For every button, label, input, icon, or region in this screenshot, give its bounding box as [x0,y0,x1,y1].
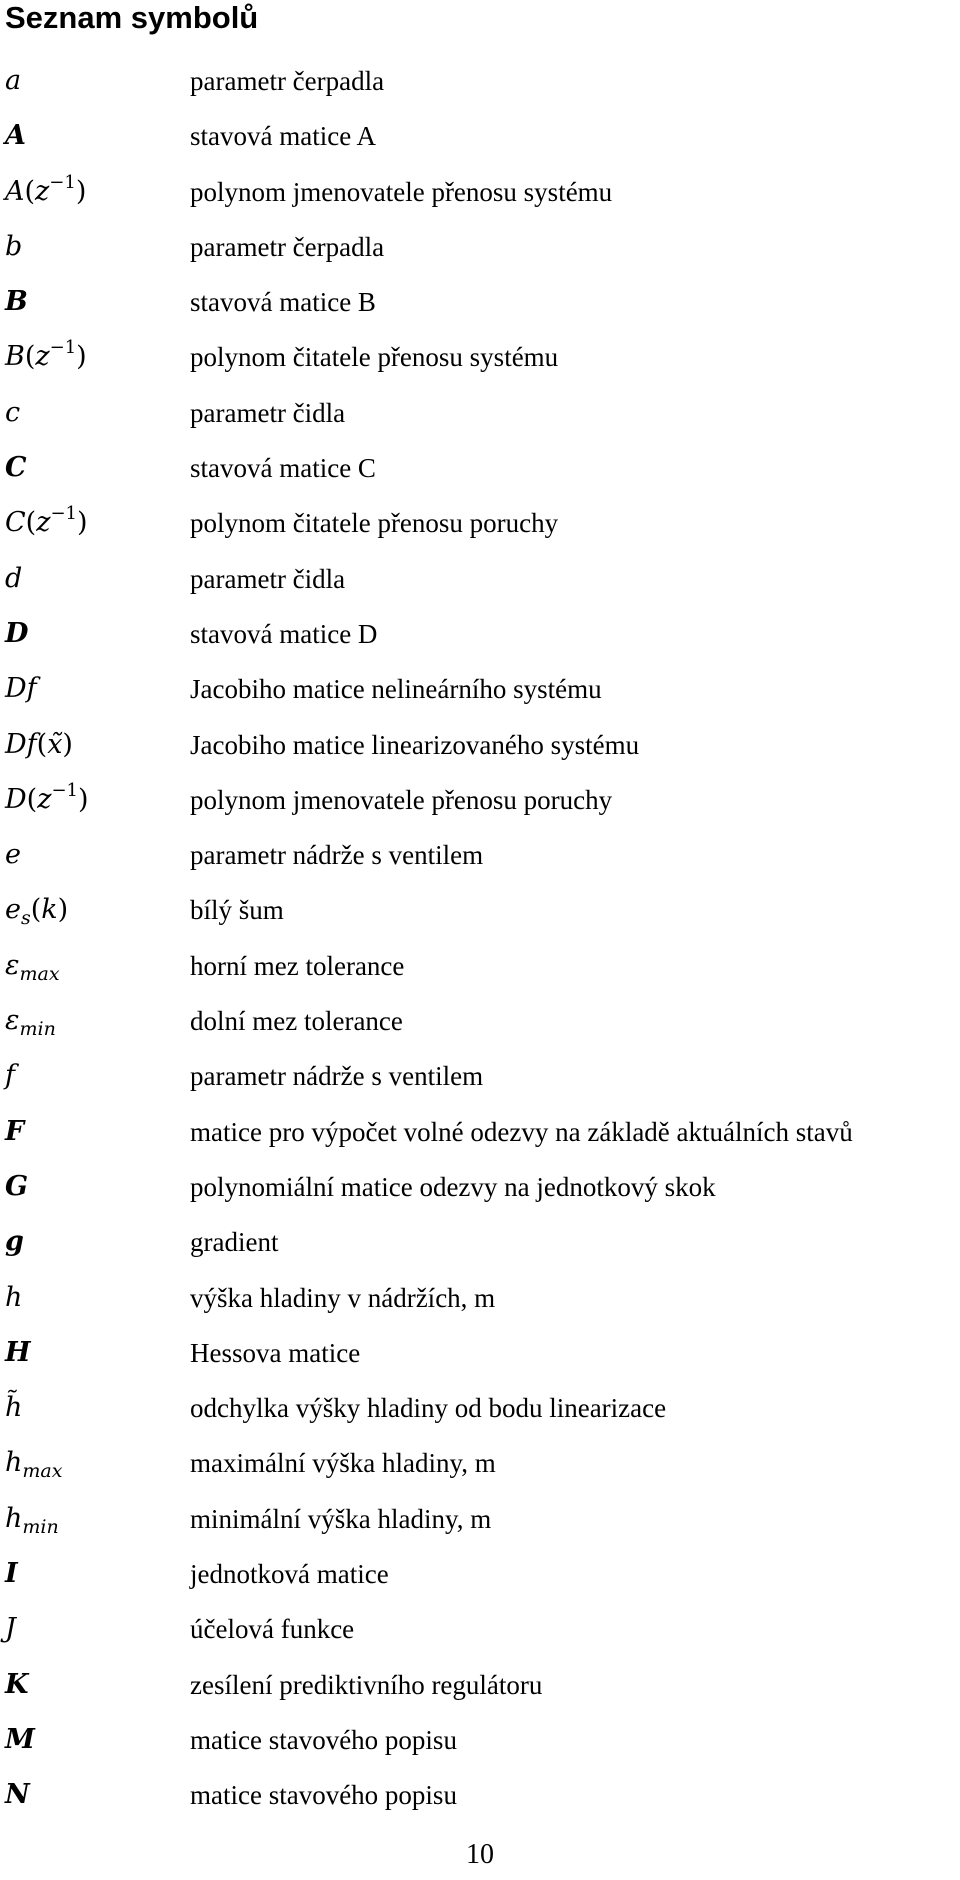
symbol: c [5,396,21,428]
symbol: b [5,230,23,262]
symbol: J [5,1613,16,1645]
symbol: N [5,1779,30,1811]
list-item [0,1051,960,1106]
symbol: g [5,1226,24,1258]
list-item [0,443,960,498]
symbol: $\varepsilon_{min}$ [5,1005,56,1041]
list-item [0,56,960,111]
list-item [0,1383,960,1438]
symbol-description: stavová matice B [190,287,376,318]
symbol-description: polynom čitatele přenosu poruchy [190,508,559,539]
list-item [0,775,960,830]
symbol-description: minimální výška hladiny, m [190,1503,492,1534]
symbol: h̃ [5,1392,23,1424]
list-item [0,941,960,996]
symbol-description: účelová funkce [190,1614,355,1645]
symbol-description: dolní mez tolerance [190,1006,403,1037]
list-item [0,1715,960,1770]
symbol: A [5,120,26,152]
symbol: Df [5,673,37,705]
symbol: I [5,1558,18,1590]
symbol-description: Jacobiho matice linearizovaného systému [190,729,640,760]
list-item [0,1438,960,1493]
symbol: K [5,1668,29,1700]
symbol: $B(z^{-1})$ [5,337,87,373]
symbol: C [5,452,27,484]
symbol-description: odchylka výšky hladiny od bodu linearizace [190,1393,667,1424]
symbol: $A(z^{-1})$ [5,171,87,207]
list-item [0,885,960,940]
symbol: $\varepsilon_{max}$ [5,949,60,985]
symbol-description: stavová matice A [190,121,376,152]
list-item [0,498,960,553]
symbol: D [5,617,29,649]
list-item [0,332,960,387]
symbol-description: stavová matice D [190,618,378,649]
list-item [0,1328,960,1383]
symbol-description: matice stavového popisu [190,1780,457,1811]
list-item [0,996,960,1051]
symbol: M [5,1723,35,1755]
symbol: h [5,1281,23,1313]
symbol-description: gradient [190,1227,279,1258]
symbol: f [5,1060,15,1092]
symbol-description: parametr nádrže s ventilem [190,840,484,871]
symbol-description: parametr čerpadla [190,66,385,96]
symbol: G [5,1170,29,1202]
symbol: d [5,562,23,594]
list-item [0,277,960,332]
symbol-description: horní mez tolerance [190,950,405,981]
symbol: e [5,839,21,871]
list-item [0,720,960,775]
symbol: B [5,286,28,318]
list-item [0,1494,960,1549]
symbol-description: bílý šum [190,895,284,926]
page-title: Seznam symbolů [5,0,259,35]
symbol-description: polynomiální matice odezvy na jednotkový skok [190,1171,716,1202]
list-item [0,830,960,885]
symbol-description: polynom čitatele přenosu systému [190,342,559,373]
symbol-description: matice pro výpočet volné odezvy na základě aktuálních stavů [190,1116,853,1147]
symbol: $D(z^{-1})$ [5,779,89,815]
list-item [0,1660,960,1715]
symbol-description: parametr nádrže s ventilem [190,1061,484,1092]
list-item [0,111,960,166]
symbol: Df(x̃) [5,728,73,760]
symbol: $h_{min}$ [5,1502,59,1538]
symbol: a [5,65,22,96]
page-number: 10 [466,1839,494,1870]
list-item [0,1217,960,1272]
list-item [0,554,960,609]
list-item [0,609,960,664]
symbol-description: jednotková matice [190,1559,389,1590]
symbol: F [5,1115,25,1147]
list-item [0,1162,960,1217]
list-item [0,1107,960,1162]
list-item [0,388,960,443]
symbol-description: stavová matice C [190,453,376,484]
list-item [0,1549,960,1604]
symbol-description: Jacobiho matice nelineárního systému [190,674,602,705]
symbol-description: polynom jmenovatele přenosu poruchy [190,784,613,815]
symbol-description: zesílení prediktivního regulátoru [190,1669,543,1700]
symbol: $h_{max}$ [5,1447,63,1483]
symbol-description: parametr čidla [190,397,346,428]
symbol-description: parametr čidla [190,563,346,594]
list-item [0,1604,960,1659]
list-item [0,1770,960,1825]
list-item [0,1273,960,1328]
symbol-description: výška hladiny v nádržích, m [190,1282,496,1313]
symbol: H [5,1336,31,1368]
list-item [0,167,960,222]
symbol-description: maximální výška hladiny, m [190,1448,496,1479]
list-item [0,664,960,719]
symbol-description: matice stavového popisu [190,1724,457,1755]
symbol-description: polynom jmenovatele přenosu systému [190,176,613,207]
symbol: $e_s(k)$ [5,894,69,930]
symbol-description: Hessova matice [190,1337,361,1368]
list-item [0,222,960,277]
symbol-list [0,56,960,1826]
symbol: $C(z^{-1})$ [5,503,88,539]
symbol-description: parametr čerpadla [190,231,385,262]
